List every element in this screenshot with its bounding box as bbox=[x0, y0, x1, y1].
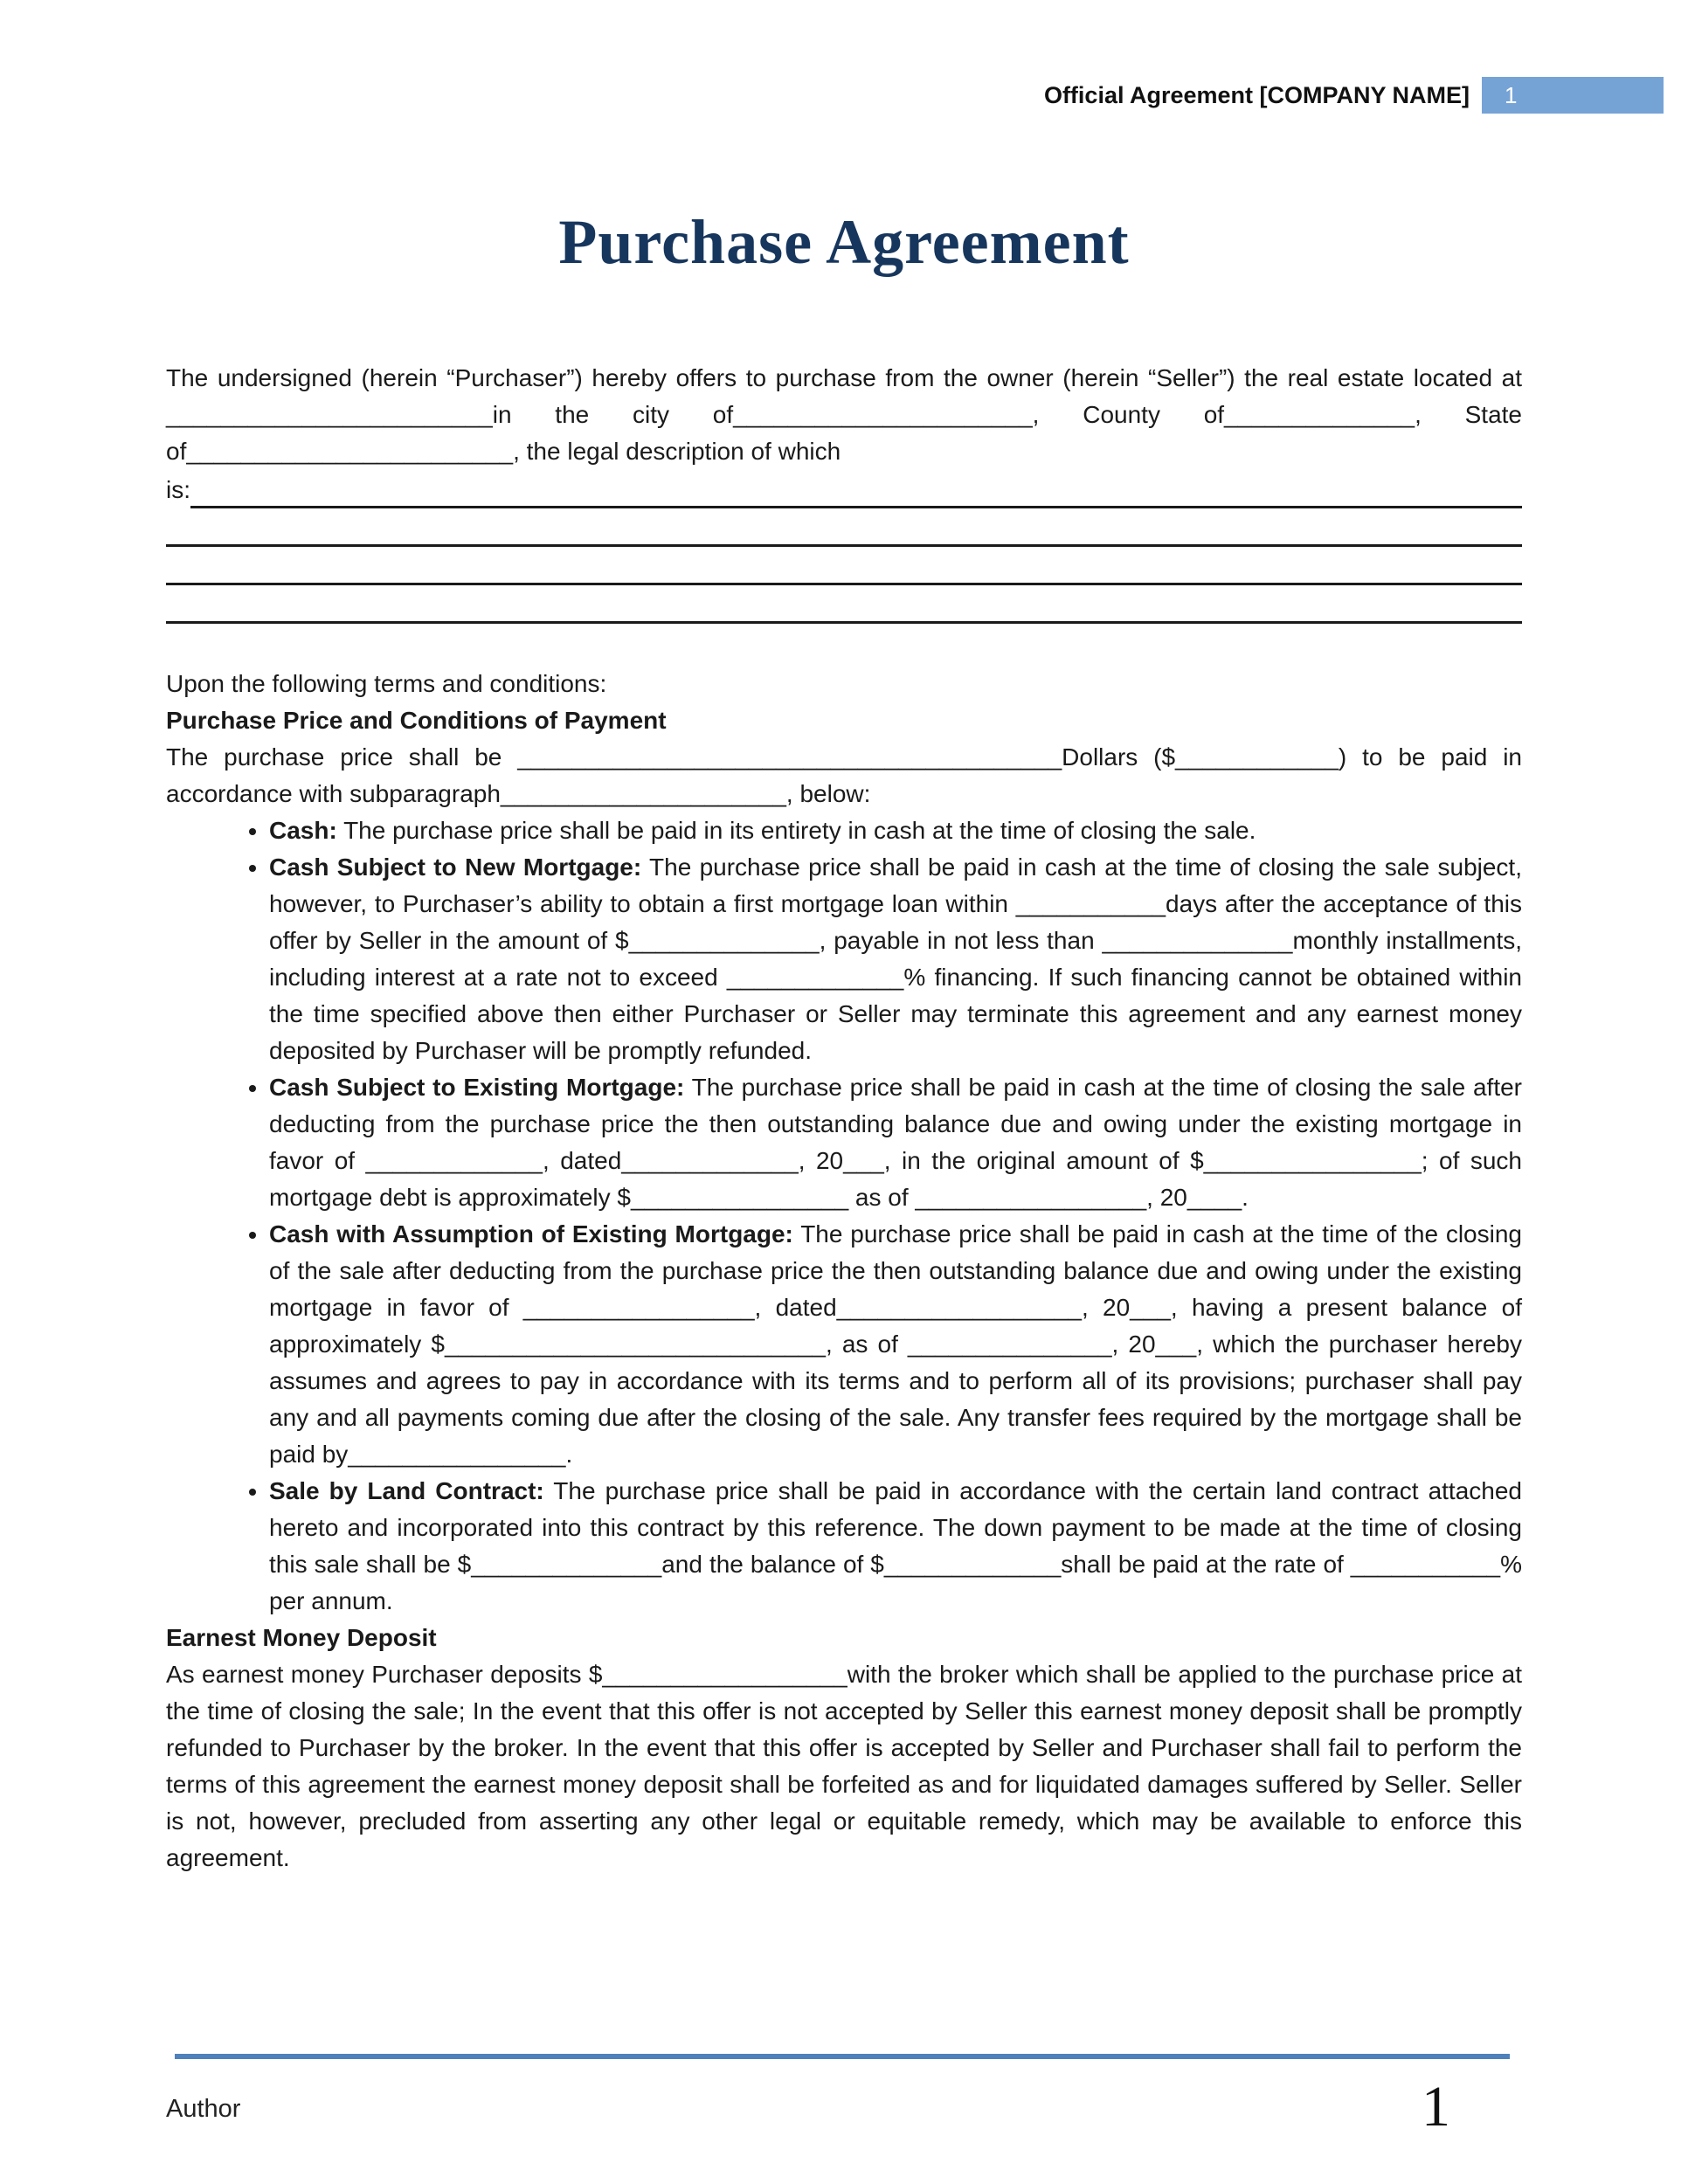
footer-page-number: 1 bbox=[1422, 2075, 1450, 2139]
option-text: The purchase price shall be paid in accordance with the certain land contract attached hereto and incorporated into this contract by this reference. The down payment to be made at the time of closing this sale shall be $______________and the balance of $_____________shall be paid at the rate of ___________% per annum. bbox=[269, 1477, 1522, 1615]
purchase-price-paragraph: The purchase price shall be ________________________________________Dollars ($____________) to be paid in accordance with subparagraph_____________________, below: bbox=[166, 743, 1522, 808]
option-label: Sale by Land Contract: bbox=[269, 1477, 544, 1505]
legal-description-line-4 bbox=[166, 585, 1522, 624]
legal-description-line-3 bbox=[166, 547, 1522, 585]
option-label: Cash: bbox=[269, 817, 337, 845]
payment-options-list bbox=[166, 812, 1522, 1620]
fill-in-blank[interactable] bbox=[166, 513, 1522, 547]
footer-row bbox=[166, 2059, 1522, 2139]
terms-lead-in: Upon the following terms and conditions: bbox=[166, 670, 607, 698]
legal-description-line-2 bbox=[166, 508, 1522, 547]
header-title: Official Agreement [COMPANY NAME] bbox=[1043, 81, 1470, 108]
fill-in-blank[interactable] bbox=[166, 590, 1522, 624]
page-footer bbox=[166, 2054, 1522, 2139]
legal-description-line-1 bbox=[166, 470, 1522, 508]
page-header bbox=[1044, 77, 1664, 114]
header-page-number-badge: 1 bbox=[1482, 77, 1664, 114]
fill-in-blank[interactable] bbox=[166, 551, 1522, 585]
document-body bbox=[166, 360, 1522, 1876]
section-heading-purchase-price: Purchase Price and Conditions of Payment bbox=[166, 707, 667, 735]
payment-option-assumption-existing-mortgage bbox=[269, 1216, 1522, 1473]
option-text: The purchase price shall be paid in cash at the time of the closing of the sale after deducting from the purchase price the then outstanding balance due and owing under the existing mortgage in favor of _________________, dated__________________, 20___, having a present balance of approximately $____________________________, as of _______________, 20___, which the purchaser hereby assumes and agrees to pay in accordance with its terms and to perform all of its provisions; purchaser shall pay any and all payments coming due after the closing of the sale. Any transfer fees required by the mortgage shall be paid by________________. bbox=[269, 1220, 1522, 1469]
option-text: The purchase price shall be paid in its entirety in cash at the time of closing the sale. bbox=[336, 817, 1256, 845]
intro-paragraph: The undersigned (herein “Purchaser”) hereby offers to purchase from the owner (herein “Seller”) the real estate located at ________________________in the city of______________________, County of______________, State of________________________, the legal description of which bbox=[166, 364, 1522, 466]
payment-option-land-contract bbox=[269, 1473, 1522, 1620]
section-heading-earnest-money: Earnest Money Deposit bbox=[166, 1624, 437, 1652]
option-text: The purchase price shall be paid in cash at the time of closing the sale subject, however, to Purchaser’s ability to obtain a first mortgage loan within ___________days after the acceptance of this offer by Seller in the amount of $______________, payable in not less than ______________monthly installments, including interest at a rate not to exceed _____________% financing. If such financing cannot be obtained within the time specified above then either Purchaser or Seller may terminate this agreement and any earnest money deposited by Purchaser will be promptly refunded. bbox=[269, 854, 1522, 1065]
payment-option-cash bbox=[269, 812, 1522, 849]
is-label: is: bbox=[166, 476, 190, 504]
payment-option-cash-new-mortgage bbox=[269, 849, 1522, 1069]
option-label: Cash Subject to New Mortgage: bbox=[269, 854, 642, 881]
payment-option-cash-existing-mortgage bbox=[269, 1069, 1522, 1216]
footer-author: Author bbox=[166, 2095, 241, 2123]
earnest-money-paragraph: As earnest money Purchaser deposits $__________________with the broker which shall be applied to the purchase price at the time of closing the sale; In the event that this offer is not accepted by Seller this earnest money deposit shall be promptly refunded to Purchaser by the broker. In the event that this offer is accepted by Seller and Purchaser shall fail to perform the terms of this agreement the earnest money deposit shall be forfeited as and for liquidated damages suffered by Seller. Seller is not, however, precluded from asserting any other legal or equitable remedy, which may be available to enforce this agreement. bbox=[166, 1661, 1522, 1872]
option-text: The purchase price shall be paid in cash at the time of closing the sale after deducting from the purchase price the then outstanding balance due and owing under the existing mortgage in favor of _____________, dated_____________, 20___, in the original amount of $________________; of such mortgage debt is approximately $________________ as of _________________, 20____. bbox=[269, 1074, 1522, 1212]
fill-in-blank[interactable] bbox=[190, 474, 1522, 508]
option-label: Cash with Assumption of Existing Mortgage: bbox=[269, 1220, 793, 1248]
document-title: Purchase Agreement bbox=[558, 207, 1130, 277]
option-label: Cash Subject to Existing Mortgage: bbox=[269, 1074, 685, 1102]
